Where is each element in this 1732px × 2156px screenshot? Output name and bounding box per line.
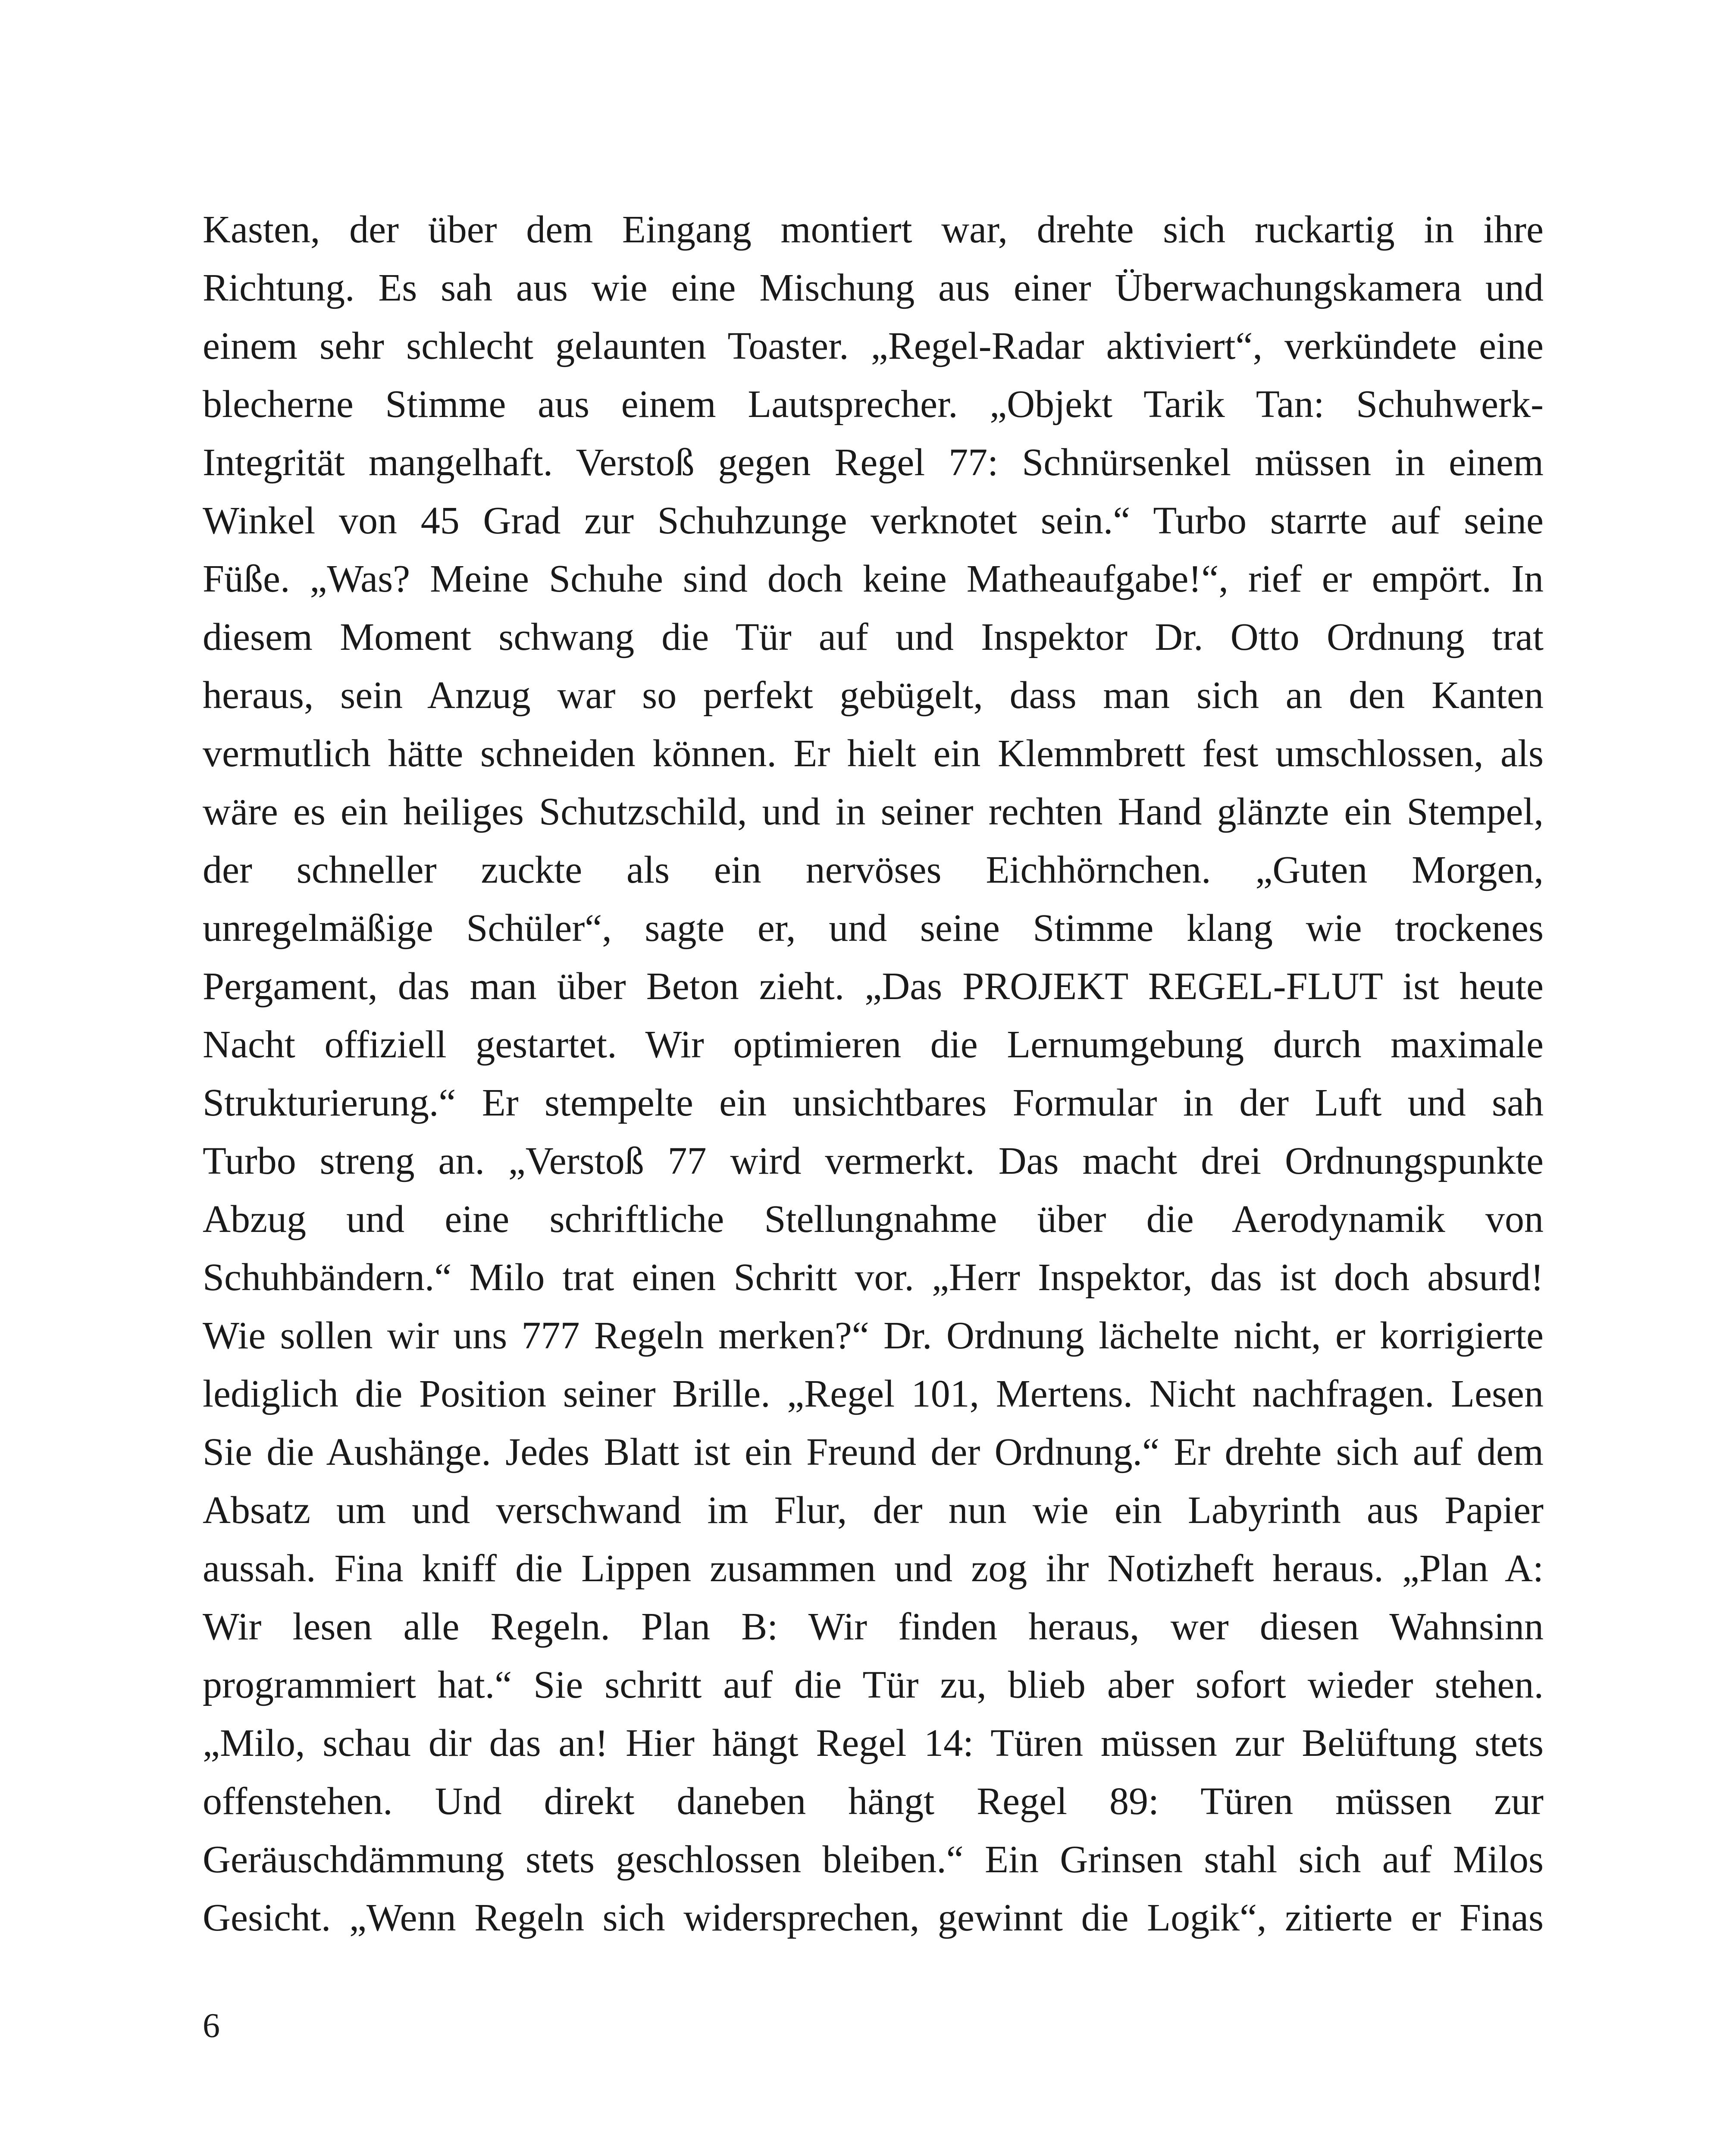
text-line: Strukturierung.“ Er stempelte ein unsichtbares Formular in der Luft und sah	[203, 1081, 1544, 1124]
text-line: „Milo, schau dir das an! Hier hängt Regel 14: Türen müssen zur Belüftung stets	[203, 1722, 1544, 1764]
text-line: der schneller zuckte als ein nervöses Eichhörnchen. „Guten Morgen,	[203, 849, 1544, 891]
body-text	[203, 201, 1544, 1947]
text-line: Schuhbändern.“ Milo trat einen Schritt vor. „Herr Inspektor, das ist doch absurd!	[203, 1256, 1544, 1299]
text-line: vermutlich hätte schneiden können. Er hielt ein Klemmbrett fest umschlossen, als	[203, 732, 1544, 775]
text-line: diesem Moment schwang die Tür auf und Inspektor Dr. Otto Ordnung trat	[203, 616, 1544, 658]
text-line: heraus, sein Anzug war so perfekt gebügelt, dass man sich an den Kanten	[203, 674, 1544, 717]
text-line: aussah. Fina kniff die Lippen zusammen und zog ihr Notizheft heraus. „Plan A:	[203, 1547, 1544, 1590]
text-line: Absatz um und verschwand im Flur, der nun wie ein Labyrinth aus Papier	[203, 1489, 1544, 1532]
text-line: Füße. „Was? Meine Schuhe sind doch keine Matheaufgabe!“, rief er empört. In	[203, 558, 1544, 600]
text-line: Pergament, das man über Beton zieht. „Das PROJEKT REGEL-FLUT ist heute	[203, 965, 1544, 1008]
text-line: Wie sollen wir uns 777 Regeln merken?“ Dr. Ordnung lächelte nicht, er korrigierte	[203, 1314, 1544, 1357]
text-line: Kasten, der über dem Eingang montiert war, drehte sich ruckartig in ihre	[203, 208, 1544, 251]
text-line: Richtung. Es sah aus wie eine Mischung aus einer Überwachungskamera und	[203, 266, 1544, 309]
text-line: einem sehr schlecht gelaunten Toaster. „Regel-Radar aktiviert“, verkündete eine	[203, 325, 1544, 367]
text-line: Abzug und eine schriftliche Stellungnahme über die Aerodynamik von	[203, 1198, 1544, 1241]
text-line: Gesicht. „Wenn Regeln sich widersprechen, gewinnt die Logik“, zitierte er Finas	[203, 1896, 1544, 1939]
text-line: blecherne Stimme aus einem Lautsprecher. „Objekt Tarik Tan: Schuhwerk-	[203, 383, 1544, 426]
text-line: unregelmäßige Schüler“, sagte er, und seine Stimme klang wie trockenes	[203, 907, 1544, 950]
text-line: Wir lesen alle Regeln. Plan B: Wir finden heraus, wer diesen Wahnsinn	[203, 1605, 1544, 1648]
text-line: lediglich die Position seiner Brille. „Regel 101, Mertens. Nicht nachfragen. Lesen	[203, 1373, 1544, 1415]
page-number: 6	[203, 2007, 220, 2045]
text-line: Sie die Aushänge. Jedes Blatt ist ein Freund der Ordnung.“ Er drehte sich auf dem	[203, 1431, 1544, 1473]
text-line: Geräuschdämmung stets geschlossen bleiben.“ Ein Grinsen stahl sich auf Milos	[203, 1838, 1544, 1881]
text-line: Turbo streng an. „Verstoß 77 wird vermerkt. Das macht drei Ordnungspunkte	[203, 1140, 1544, 1182]
text-line: offenstehen. Und direkt daneben hängt Regel 89: Türen müssen zur	[203, 1780, 1544, 1823]
text-line: Integrität mangelhaft. Verstoß gegen Regel 77: Schnürsenkel müssen in einem	[203, 441, 1544, 484]
text-line: Nacht offiziell gestartet. Wir optimieren die Lernumgebung durch maximale	[203, 1023, 1544, 1066]
text-line: wäre es ein heiliges Schutzschild, und in seiner rechten Hand glänzte ein Stempel,	[203, 790, 1544, 833]
text-line: programmiert hat.“ Sie schritt auf die Tür zu, blieb aber sofort wieder stehen.	[203, 1664, 1544, 1706]
text-line: Winkel von 45 Grad zur Schuhzunge verknotet sein.“ Turbo starrte auf seine	[203, 499, 1544, 542]
